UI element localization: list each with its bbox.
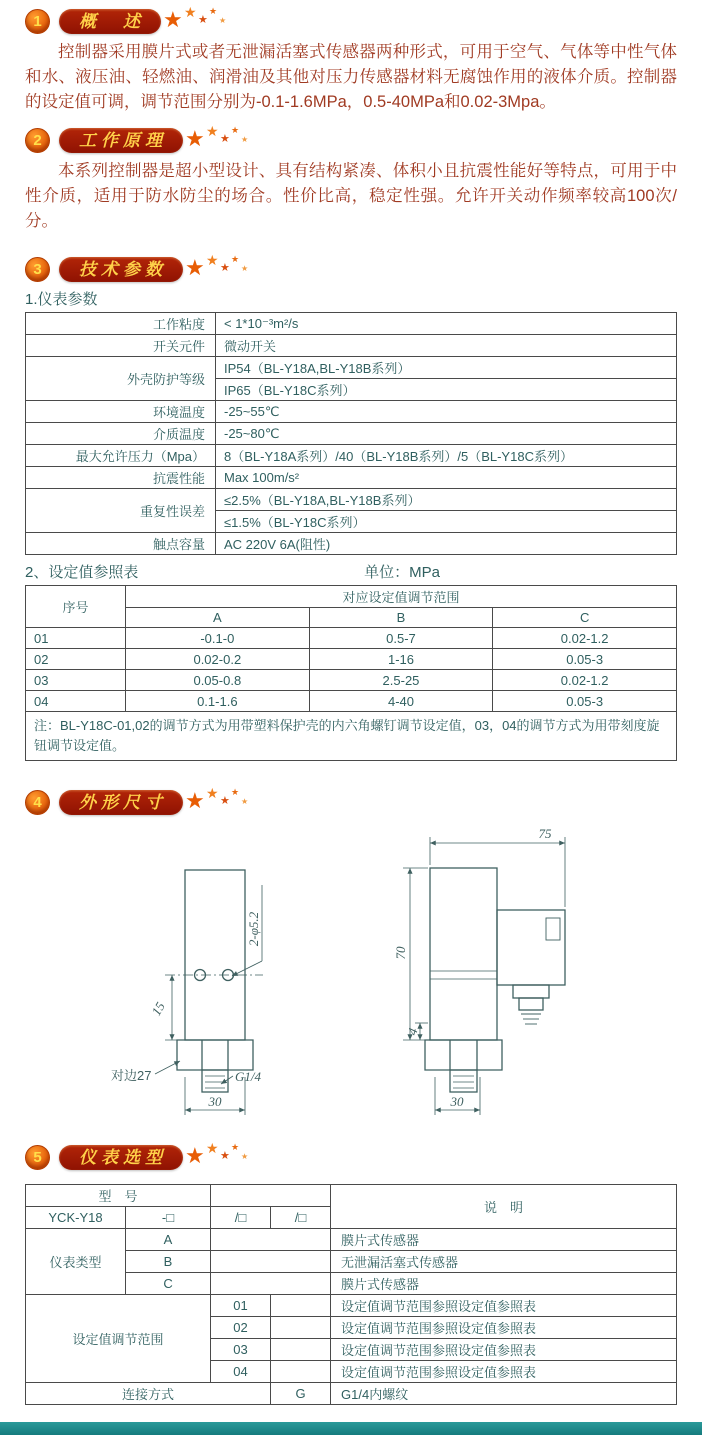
empty-cell	[271, 1317, 331, 1339]
right-hex-nut-outline	[425, 1040, 502, 1070]
table-row	[26, 670, 677, 691]
type-code-cell: A	[126, 1229, 211, 1251]
table-row	[26, 1295, 677, 1317]
cell-no: 02	[26, 649, 126, 670]
param-value: 微动开关	[216, 335, 677, 357]
empty-cell	[211, 1273, 331, 1295]
empty-cell	[211, 1185, 331, 1207]
section-3-title: 技术参数	[59, 257, 183, 282]
left-hex-nut-outline	[177, 1040, 253, 1070]
code-placeholder-1: -□	[126, 1207, 211, 1229]
param-value: Max 100m/s²	[216, 467, 677, 489]
right-body-outline	[430, 868, 497, 1040]
param-value: IP65（BL-Y18C系列）	[216, 379, 677, 401]
section-1-title: 概 述	[59, 9, 161, 34]
section-2-title: 工作原理	[59, 128, 183, 153]
param-label: 开关元件	[26, 335, 216, 357]
section-3-number-badge: 3	[25, 257, 50, 282]
cell-c: 0.05-3	[493, 649, 677, 670]
table-note: 注：BL-Y18C-01,02的调节方式为用带塑料保护壳的内六角螺钉调节设定值，03，04的调节方式为用带刻度旋钮调节设定值。	[26, 712, 677, 761]
cell-c: 0.02-1.2	[493, 670, 677, 691]
cell-c: 0.02-1.2	[493, 628, 677, 649]
stars-decoration-icon: ★ ★ ★ ★ ★	[185, 1140, 249, 1169]
param-value: IP54（BL-Y18A,BL-Y18B系列）	[216, 357, 677, 379]
section-4-title: 外形尺寸	[59, 790, 183, 815]
section-4-number-badge: 4	[25, 790, 50, 815]
table-row	[26, 313, 677, 335]
empty-cell	[271, 1339, 331, 1361]
param-value: ≤1.5%（BL-Y18C系列）	[216, 511, 677, 533]
right-thread-stem	[450, 1070, 477, 1092]
connection-label-cell: 连接方式	[26, 1383, 271, 1405]
table-row	[26, 1229, 677, 1251]
table-row	[26, 628, 677, 649]
dim-4-label: 4	[404, 1026, 421, 1037]
cell-b: 4-40	[309, 691, 493, 712]
table-row	[26, 649, 677, 670]
overview-paragraph: 控制器采用膜片式或者无泄漏活塞式传感器两种形式，可用于空气、气体等中性气体和水、液压油、轻燃油、润滑油及其他对压力传感器材料无腐蚀作用的液体介质。控制器的设定值可调，调节范围分别为-0.1-1.6MPa，0.5-40MPa和0.02-3Mpa。	[25, 43, 677, 111]
table-row	[26, 489, 677, 511]
section-3-header	[25, 254, 677, 284]
cable-gland-lower	[519, 998, 543, 1010]
cell-a: 0.1-1.6	[126, 691, 310, 712]
setvalue-subtitle-row	[25, 561, 677, 581]
cell-no: 01	[26, 628, 126, 649]
range-desc-cell: 设定值调节范围参照设定值参照表	[331, 1339, 677, 1361]
table-row	[26, 401, 677, 423]
cell-b: 0.5-7	[309, 628, 493, 649]
type-desc-cell: 无泄漏活塞式传感器	[331, 1251, 677, 1273]
table-row	[26, 357, 677, 379]
table-row	[26, 691, 677, 712]
range-code-cell: 04	[211, 1361, 271, 1383]
stars-decoration-icon: ★ ★ ★ ★ ★	[163, 4, 227, 32]
dimension-drawing-svg	[25, 825, 677, 1125]
section-2-number-badge: 2	[25, 128, 50, 153]
section-5-number-badge: 5	[25, 1145, 50, 1170]
table-row	[26, 533, 677, 555]
stars-decoration-icon: ★ ★ ★ ★ ★	[185, 785, 249, 814]
dim-holes-label: 2-φ5.2	[246, 912, 261, 947]
model-selection-table	[25, 1184, 677, 1405]
param-label: 外壳防护等级	[26, 357, 216, 401]
param-value: < 1*10⁻³m²/s	[216, 313, 677, 335]
model-name-cell: YCK-Y18	[26, 1207, 126, 1229]
empty-cell	[271, 1295, 331, 1317]
empty-cell	[211, 1251, 331, 1273]
section-2-header	[25, 125, 677, 155]
col-header-no: 序号	[26, 586, 126, 628]
table-row	[26, 712, 677, 761]
description-header-cell: 说 明	[331, 1185, 677, 1229]
dim-30-right-label: 30	[450, 1094, 464, 1110]
cell-b: 1-16	[309, 649, 493, 670]
table-row	[26, 445, 677, 467]
param-label: 环境温度	[26, 401, 216, 423]
range-code-cell: 01	[211, 1295, 271, 1317]
hex-across-flats-label: 对边27	[111, 1068, 152, 1084]
cell-a: -0.1-0	[126, 628, 310, 649]
col-header-c: C	[493, 608, 677, 628]
type-code-cell: B	[126, 1251, 211, 1273]
cable-gland-upper	[513, 985, 549, 998]
stars-decoration-icon: ★ ★ ★ ★ ★	[185, 252, 249, 280]
col-header-b: B	[309, 608, 493, 628]
param-value: -25~55℃	[216, 401, 677, 423]
param-label: 工作粘度	[26, 313, 216, 335]
params-subtitle-text: 1.仪表参数	[25, 291, 98, 308]
param-value: AC 220V 6A(阻性)	[216, 533, 677, 555]
param-label: 重复性误差	[26, 489, 216, 533]
cell-b: 2.5-25	[309, 670, 493, 691]
type-label-cell: 仪表类型	[26, 1229, 126, 1295]
setvalue-subtitle: 2、设定值参照表	[25, 564, 139, 581]
range-code-cell: 02	[211, 1317, 271, 1339]
section-1-header	[25, 6, 677, 36]
table-row	[26, 423, 677, 445]
table-row	[26, 467, 677, 489]
params-subtitle	[25, 288, 677, 308]
param-value: ≤2.5%（BL-Y18A,BL-Y18B系列）	[216, 489, 677, 511]
connection-desc-cell: G1/4内螺纹	[331, 1383, 677, 1405]
unit-label: 单位：MPa	[364, 564, 441, 581]
type-desc-cell: 膜片式传感器	[331, 1229, 677, 1251]
range-label-cell: 设定值调节范围	[26, 1295, 211, 1383]
param-label: 触点容量	[26, 533, 216, 555]
empty-cell	[271, 1361, 331, 1383]
empty-cell	[211, 1229, 331, 1251]
type-code-cell: C	[126, 1273, 211, 1295]
instrument-params-table	[25, 312, 677, 555]
setvalue-reference-table	[25, 585, 677, 761]
stars-decoration-icon: ★ ★ ★ ★ ★	[185, 123, 249, 151]
param-label: 介质温度	[26, 423, 216, 445]
code-placeholder-3: /□	[271, 1207, 331, 1229]
cell-no: 03	[26, 670, 126, 691]
col-header-range: 对应设定值调节范围	[126, 586, 677, 608]
connector-screw-detail	[546, 918, 560, 940]
model-header-cell: 型 号	[26, 1185, 211, 1207]
section-1-number-badge: 1	[25, 9, 50, 34]
table-row	[26, 1383, 677, 1405]
section-5-title: 仪表选型	[59, 1145, 183, 1170]
thread-size-label: G1/4	[235, 1069, 261, 1085]
left-body-outline	[185, 870, 245, 1040]
range-desc-cell: 设定值调节范围参照设定值参照表	[331, 1361, 677, 1383]
footer-bar	[0, 1422, 702, 1435]
type-desc-cell: 膜片式传感器	[331, 1273, 677, 1295]
param-value: -25~80℃	[216, 423, 677, 445]
dim-15-label: 15	[148, 999, 168, 1019]
cell-a: 0.05-0.8	[126, 670, 310, 691]
dim-70-label: 70	[393, 946, 408, 960]
cell-a: 0.02-0.2	[126, 649, 310, 670]
range-desc-cell: 设定值调节范围参照设定值参照表	[331, 1295, 677, 1317]
param-label: 抗震性能	[26, 467, 216, 489]
dim-75-label: 75	[538, 826, 552, 842]
param-label: 最大允许压力（Mpa）	[26, 445, 216, 467]
cell-no: 04	[26, 691, 126, 712]
dim-30-left-label: 30	[208, 1094, 222, 1110]
table-header-row	[26, 1185, 677, 1207]
working-principle-paragraph: 本系列控制器是超小型设计、具有结构紧凑、体积小且抗震性能好等特点，可用于中性介质，适用于防水防尘的场合。性价比高，稳定性强。允许开关动作频率较高100次/分。	[25, 162, 677, 230]
outline-dimension-drawing	[25, 825, 677, 1130]
section-5-header	[25, 1142, 677, 1172]
col-header-a: A	[126, 608, 310, 628]
table-header-row	[26, 586, 677, 608]
cell-c: 0.05-3	[493, 691, 677, 712]
code-placeholder-2: /□	[211, 1207, 271, 1229]
range-code-cell: 03	[211, 1339, 271, 1361]
section-4-header	[25, 787, 677, 817]
connection-code-cell: G	[271, 1383, 331, 1405]
range-desc-cell: 设定值调节范围参照设定值参照表	[331, 1317, 677, 1339]
param-value: 8（BL-Y18A系列）/40（BL-Y18B系列）/5（BL-Y18C系列）	[216, 445, 677, 467]
left-thread-stem	[202, 1070, 228, 1092]
table-row	[26, 335, 677, 357]
connector-block-outline	[497, 910, 565, 985]
